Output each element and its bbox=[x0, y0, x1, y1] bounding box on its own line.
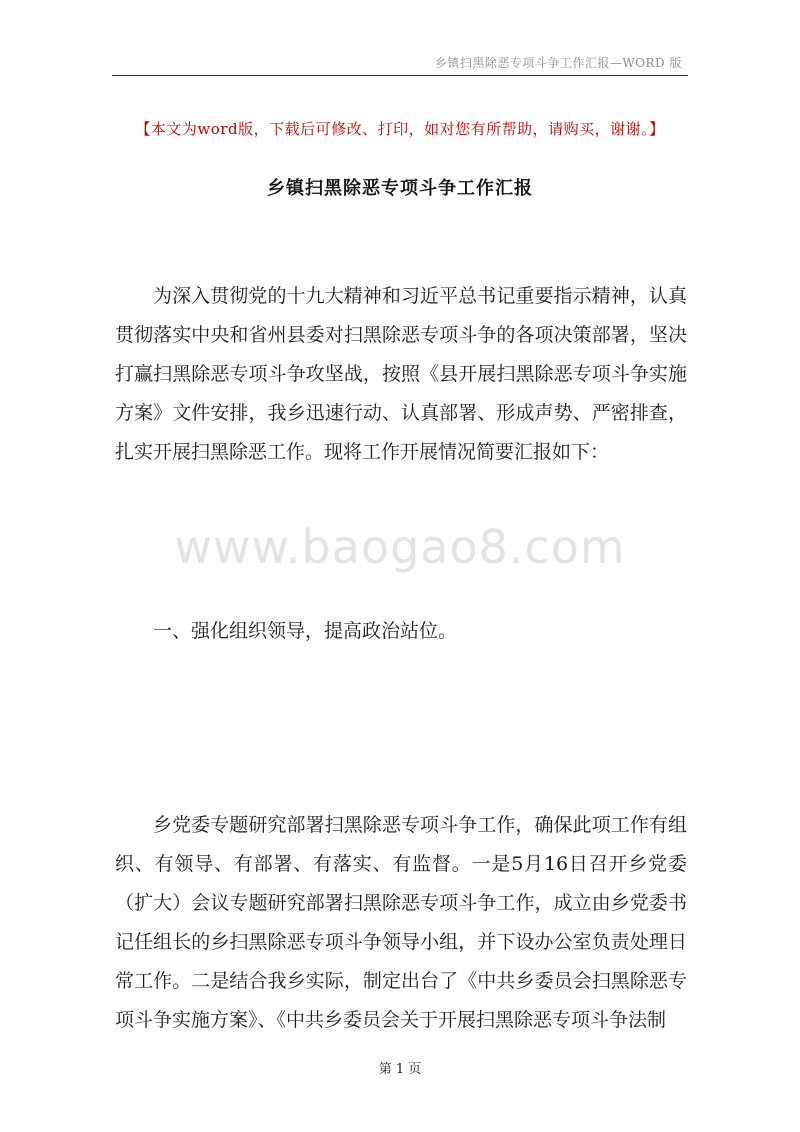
section-heading-1: 一、强化组织领导，提高政治站位。 bbox=[153, 620, 458, 642]
document-title: 乡镇扫黑除恶专项斗争工作汇报 bbox=[267, 178, 533, 199]
watermark: www.baogao8.com bbox=[174, 520, 626, 574]
purchase-notice: 【本文为word版，下载后可修改、打印，如对您有所帮助，请购买，谢谢。】 bbox=[135, 120, 665, 138]
intro-paragraph: 为深入贯彻党的十九大精神和习近平总书记重要指示精神，认真贯彻落实中央和省州县委对扫黑除恶专项斗争的各项决策部署，坚决打赢扫黑除恶专项斗争攻坚战，按照《县开展扫黑除恶专项斗争实施方案》文件安排，我乡迅速行动、认真部署、形成声势、严密排查，扎实开展扫黑除恶工作。现将工作开展情况简要汇报如下： bbox=[115, 285, 687, 463]
section-1-paragraph: 乡党委专题研究部署扫黑除恶专项斗争工作，确保此项工作有组织、有领导、有部署、有落实、有监督。一是5月16日召开乡党委（扩大）会议专题研究部署扫黑除恶专项斗争工作，成立由乡党委书记任组长的乡扫黑除恶专项斗争领导小组，并下设办公室负责处理日常工作。二是结合我乡实际，制定出台了《中共乡委员会扫黑除恶专项斗争实施方案》、《中共乡委员会关于开展扫黑除恶专项斗争法制 bbox=[115, 814, 687, 1031]
header-divider bbox=[112, 75, 688, 76]
running-header: 乡镇扫黑除恶专项斗争工作汇报—WORD 版 bbox=[434, 56, 682, 70]
page-number: 第 1 页 bbox=[378, 1062, 422, 1077]
